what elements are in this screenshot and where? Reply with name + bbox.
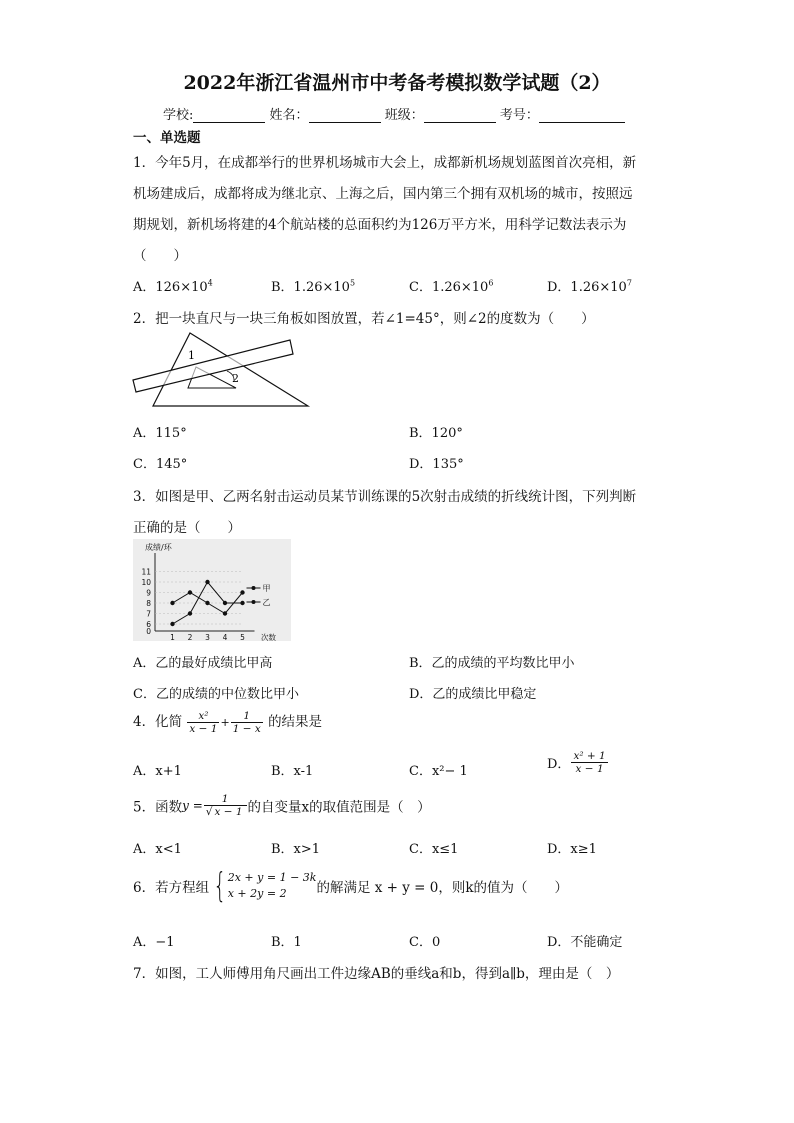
q1-line4: （ ） xyxy=(133,248,187,264)
q2-text: 2．把一块直尺与一块三角板如图放置，若∠1=45°，则∠2的度数为（ ） xyxy=(133,311,595,327)
y-tick-label-10: 10 xyxy=(141,578,151,587)
q6-equation-system: 2x + y = 1 − 3k x + 2y = 2 xyxy=(227,871,317,900)
x-tick-label-1: 1 xyxy=(170,633,175,641)
q4-option-c[interactable]: C．x²− 1 xyxy=(409,764,468,779)
legend-label-jia: 甲 xyxy=(262,584,271,593)
q2-option-c[interactable]: C．145° xyxy=(133,457,188,472)
series-jia-point-4 xyxy=(223,611,227,615)
series-yi-point-2 xyxy=(188,611,192,615)
legend-marker-jia xyxy=(252,586,256,590)
series-jia-point-2 xyxy=(188,590,192,594)
class-label: 班级： xyxy=(384,108,424,123)
q2-option-a[interactable]: A．115° xyxy=(133,426,187,441)
q1-line3: 期规划，新机场将建的4个航站楼的总面积约为126万平方米，用科学记数法表示为 xyxy=(133,217,627,233)
y-tick-label-11: 11 xyxy=(141,567,151,577)
x-tick-label-5: 5 xyxy=(240,633,245,641)
q5-text: 5．函数y = $\frac{1}{√ x - 1}$ 的自变量x的取值范围是（ ） xyxy=(133,793,431,818)
q5-option-c[interactable]: C．x≤1 xyxy=(409,842,459,857)
q4-fraction-1: $\frac{\text{x²}}{x - 1}$ xyxy=(189,710,218,735)
angle-2-label: 2 xyxy=(232,372,239,385)
q5-option-d[interactable]: D．x≥1 xyxy=(547,842,597,857)
school-label: 学校: xyxy=(163,108,194,123)
name-blank[interactable] xyxy=(309,109,381,123)
x-axis-label: 次数 xyxy=(261,633,276,641)
y-tick-label-7: 7 xyxy=(146,609,151,619)
q1-line1: 1．今年5月，在成都举行的世界机场城市大会上，成都新机场规划蓝图首次亮相，新 xyxy=(133,155,637,171)
ruler-triangle-figure xyxy=(128,330,313,410)
exam-no-blank[interactable] xyxy=(539,109,625,123)
q2-option-d[interactable]: D．135° xyxy=(409,457,464,472)
q4-fraction-2: $\frac{1}{1 - x}$ xyxy=(232,710,261,735)
q2-option-b[interactable]: B．120° xyxy=(409,426,463,441)
student-info-line xyxy=(163,104,625,123)
q5-option-b[interactable]: B．x>1 xyxy=(271,842,321,857)
q3-line2: 正确的是（ ） xyxy=(133,520,241,536)
q5-fraction: $\frac{1}{√ x - 1}$ xyxy=(204,793,247,818)
series-yi-point-4 xyxy=(223,601,227,605)
series-jia-point-3 xyxy=(205,601,209,605)
q6-text: 6．若方程组 { 2x + y = 1 − 3k x + 2y = 2 的解满足 x + y = 0，则k的值为（ ） xyxy=(133,866,569,906)
brace-icon: { xyxy=(213,866,227,906)
q1-option-c[interactable]: C．$1.26\times 10^6$ xyxy=(409,278,494,295)
q7-text: 7．如图，工人师傅用角尺画出工件边缘AB的垂线a和b，得到a∥b，理由是（ ） xyxy=(133,966,620,982)
q1-option-b[interactable]: B．$1.26\times 10^5$ xyxy=(271,278,356,295)
y-tick-label-8: 8 xyxy=(146,599,151,608)
series-yi-point-5 xyxy=(240,601,244,605)
x-tick-label-3: 3 xyxy=(205,633,210,641)
exam-no-label: 考号： xyxy=(499,108,539,123)
series-yi-point-1 xyxy=(170,622,174,626)
page-title: 2022年浙江省温州市中考备考模拟数学试题（2） xyxy=(183,72,611,94)
angle-1-label: 1 xyxy=(188,349,195,362)
q6-option-a[interactable]: A．−1 xyxy=(133,935,175,950)
q1-option-d[interactable]: D．$1.26\times 10^7$ xyxy=(547,278,632,295)
q3-option-c[interactable]: C．乙的成绩的中位数比甲小 xyxy=(133,687,299,702)
name-label: 姓名： xyxy=(269,108,309,123)
q6-option-c[interactable]: C．0 xyxy=(409,935,441,950)
legend-marker-yi xyxy=(252,600,256,604)
q4-option-a[interactable]: A．x+1 xyxy=(133,764,182,779)
score-line-chart xyxy=(133,539,291,641)
q5-option-a[interactable]: A．x<1 xyxy=(133,842,182,857)
q3-line1: 3．如图是甲、乙两名射击运动员某节训练课的5次射击成绩的折线统计图，下列判断 xyxy=(133,489,637,505)
q6-option-b[interactable]: B．1 xyxy=(271,935,302,950)
y-tick-label-0: 0 xyxy=(146,627,151,636)
q1-option-a[interactable]: A．$126\times 10^4$ xyxy=(133,278,213,295)
q3-option-a[interactable]: A．乙的最好成绩比甲高 xyxy=(133,656,273,671)
school-blank[interactable] xyxy=(193,109,265,123)
q1-line2: 机场建成后，成都将成为继北京、上海之后，国内第三个拥有双机场的城市，按照远 xyxy=(133,186,633,202)
q4-option-b[interactable]: B．x-1 xyxy=(271,764,314,779)
q4-option-d[interactable]: D． $\frac{\text{x² + 1}}{x - 1}$ xyxy=(547,750,606,775)
x-tick-label-2: 2 xyxy=(187,633,193,641)
legend-label-yi: 乙 xyxy=(262,598,271,607)
q3-option-d[interactable]: D．乙的成绩比甲稳定 xyxy=(409,687,537,702)
y-axis-label: 成绩/环 xyxy=(145,543,172,552)
y-tick-label-6: 6 xyxy=(146,620,151,629)
series-jia-point-5 xyxy=(240,590,244,594)
class-blank[interactable] xyxy=(424,109,496,123)
x-tick-label-4: 4 xyxy=(222,633,228,641)
q4-text: 4．化简 $\frac{\text{x²}}{x - 1}$ + $\frac{1}{1 - x}$ 的结果是 xyxy=(133,710,323,735)
q3-option-b[interactable]: B．乙的成绩的平均数比甲小 xyxy=(409,656,575,671)
q6-option-d[interactable]: D．不能确定 xyxy=(547,935,623,950)
series-yi-point-3 xyxy=(205,580,209,584)
series-jia-point-1 xyxy=(170,601,174,605)
section-heading: 一、单选题 xyxy=(133,130,201,146)
y-tick-label-9: 9 xyxy=(146,588,151,598)
